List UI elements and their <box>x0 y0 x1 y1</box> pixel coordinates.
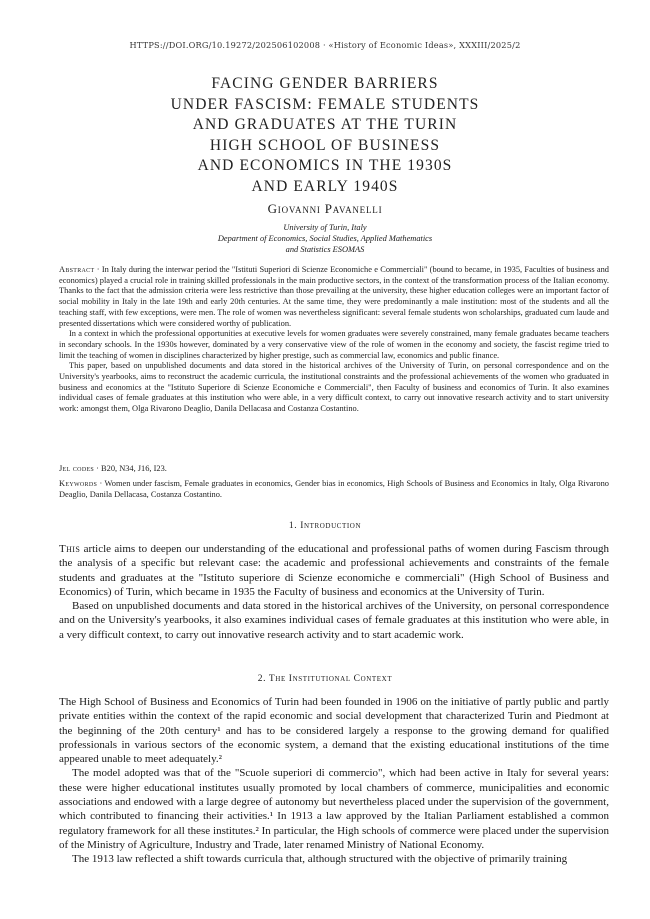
affiliation-line: University of Turin, Italy <box>283 223 367 232</box>
body-paragraph: The 1913 law reflected a shift towards curricula that, although structured with the objective of primarily training <box>72 853 568 866</box>
abstract-label: Abstract <box>59 265 95 274</box>
title-line: FACING GENDER BARRIERS <box>211 75 439 92</box>
abstract-paragraph <box>59 265 609 329</box>
title-line: AND EARLY 1940S <box>251 177 399 195</box>
jel-label: Jel codes <box>59 464 95 473</box>
body-paragraph: The High School of Business and Economics of Turin had been founded in 1906 on the initiative of partly public and partly private entities within the context of the rapid economic and social development that characterized Turin and Piedmont at the beginning of the 20th century¹ and has to be considered largely a response to the growing demand for qualified professionals in various sectors of the economic system, a demand that the existing educational institutions of the time appeared unable to meet adequately.² <box>59 696 609 766</box>
title-line: HIGH SCHOOL OF BUSINESS <box>209 136 441 154</box>
paragraph-text: article aims to deepen our understanding of the educational and professional paths of women during Fascism through the analysis of a specific but relevant case: the academic and professional achievements and constraints of the female students and graduates at the "Istituto superiore di Scienze economiche e commerciali" (High School of Business and Economics) of Turin, which became in 1935 the Faculty of business and economics at the University of Turin. <box>59 543 609 598</box>
keywords-label: Keywords <box>59 479 98 488</box>
abstract-paragraph: In a context in which the professional opportunities at executive levels for women graduates were severely constrained, many female graduates became teachers in secondary schools. In the 1930s however, dominated by a very conservative view of the role of women in the economy and society, the fascist regime tried to limit the teaching of women in disciplines characterized by higher prestige, such as commercial law, economics and public finance. <box>59 329 609 360</box>
body-paragraph <box>59 542 609 599</box>
affiliation-line: and Statistics ESOMAS <box>285 245 365 254</box>
author-name: Giovanni Pavanelli <box>267 201 383 216</box>
abstract-paragraph: This paper, based on unpublished documents and data stored in the historical archives of the University of Turin, on personal correspondence and on the University's yearbooks, aims to reconstruct the academic curricula, the institutional constraints and the professional achievements of the women who graduated in business and economics at the "Istituto Superiore di Scienze Economiche e Commerciali", then Faculty of business and economics of Turin. It also examines individual cases of female graduates at this institution who were able, in a very difficult context, to carry out innovative research activity and to start university work: amongst them, Olga Rivarono Deaglio, Danila Dellacasa and Costanza Costantino. <box>59 361 609 414</box>
affiliation-line: Department of Economics, Social Studies, Applied Mathematics <box>217 234 433 243</box>
introduction-body <box>59 542 609 642</box>
keywords <box>59 479 609 500</box>
lead-word: This <box>59 543 81 555</box>
title-line: AND GRADUATES AT THE TURIN <box>192 116 458 133</box>
keywords-value: · Women under fascism, Female graduates in economics, Gender bias in economics, High Schools of Business and Economics in Italy, Olga Rivarono Deaglio, Danila Dellacasa, Costanza Costantino. <box>59 479 609 499</box>
title-line: UNDER FASCISM: FEMALE STUDENTS <box>170 95 480 113</box>
jel-value: · B20, N34, J16, I23. <box>94 464 167 473</box>
section-heading-institutional-context: 2. The Institutional Context <box>257 674 393 684</box>
jel-codes <box>59 464 609 475</box>
article-title <box>130 74 520 197</box>
abstract-text: · In Italy during the interwar period the "Istituti Superiori di Scienze Economiche e Commerciali" (bound to became, in 1935, Faculties of business and economics) played a crucial role in training skilled professionals in the main productive sectors, in the context of the transformation process of the Italian economy. Thanks to the fact that the admission criteria were less restrictive than those prevailing at the university, these higher education colleges were an important factor of social mobility in Italy in the late 19th and early 20th centuries. At the same time, they were predominantly a male institution: most of the students and all the teaching staff, with few exceptions, were men. The role of women was nevertheless significant: several female students won scholarships, graduated cum laude and presented dissertations which were considered worthy of publication. <box>59 265 609 328</box>
institutional-context-body <box>59 695 609 867</box>
section-heading-introduction: 1. Introduction <box>288 521 362 531</box>
abstract <box>59 265 609 415</box>
running-head: HTTPS://DOI.ORG/10.19272/202506102008 · «History of Economic Ideas», XXXIII/2025/2 <box>129 40 521 50</box>
body-paragraph: Based on unpublished documents and data stored in the historical archives of the University, on personal correspondence and on the University's yearbooks, it also examines individual cases of female graduates at this institution who were able, in a very difficult context, to carry out innovative research activity and to start academic work. <box>59 600 609 641</box>
body-paragraph: The model adopted was that of the "Scuole superiori di commercio", which had been active in Italy for several years: these were higher educational institutes usually promoted by local chambers of commerce, municipalities and economic associations and endowed with a large degree of autonomy but nevertheless placed under the supervision of the government, which contributed to financing their activities.¹ In 1913 a law approved by the Italian Parliament established a common regulatory framework for all these institutes.² In particular, the High schools of commerce were placed under the supervision of the Ministry of Agriculture, Industry and Trade, later renamed Ministry of National Economy. <box>59 767 609 851</box>
author-affiliation <box>0 222 650 255</box>
title-line: AND ECONOMICS IN THE 1930S <box>197 157 453 174</box>
